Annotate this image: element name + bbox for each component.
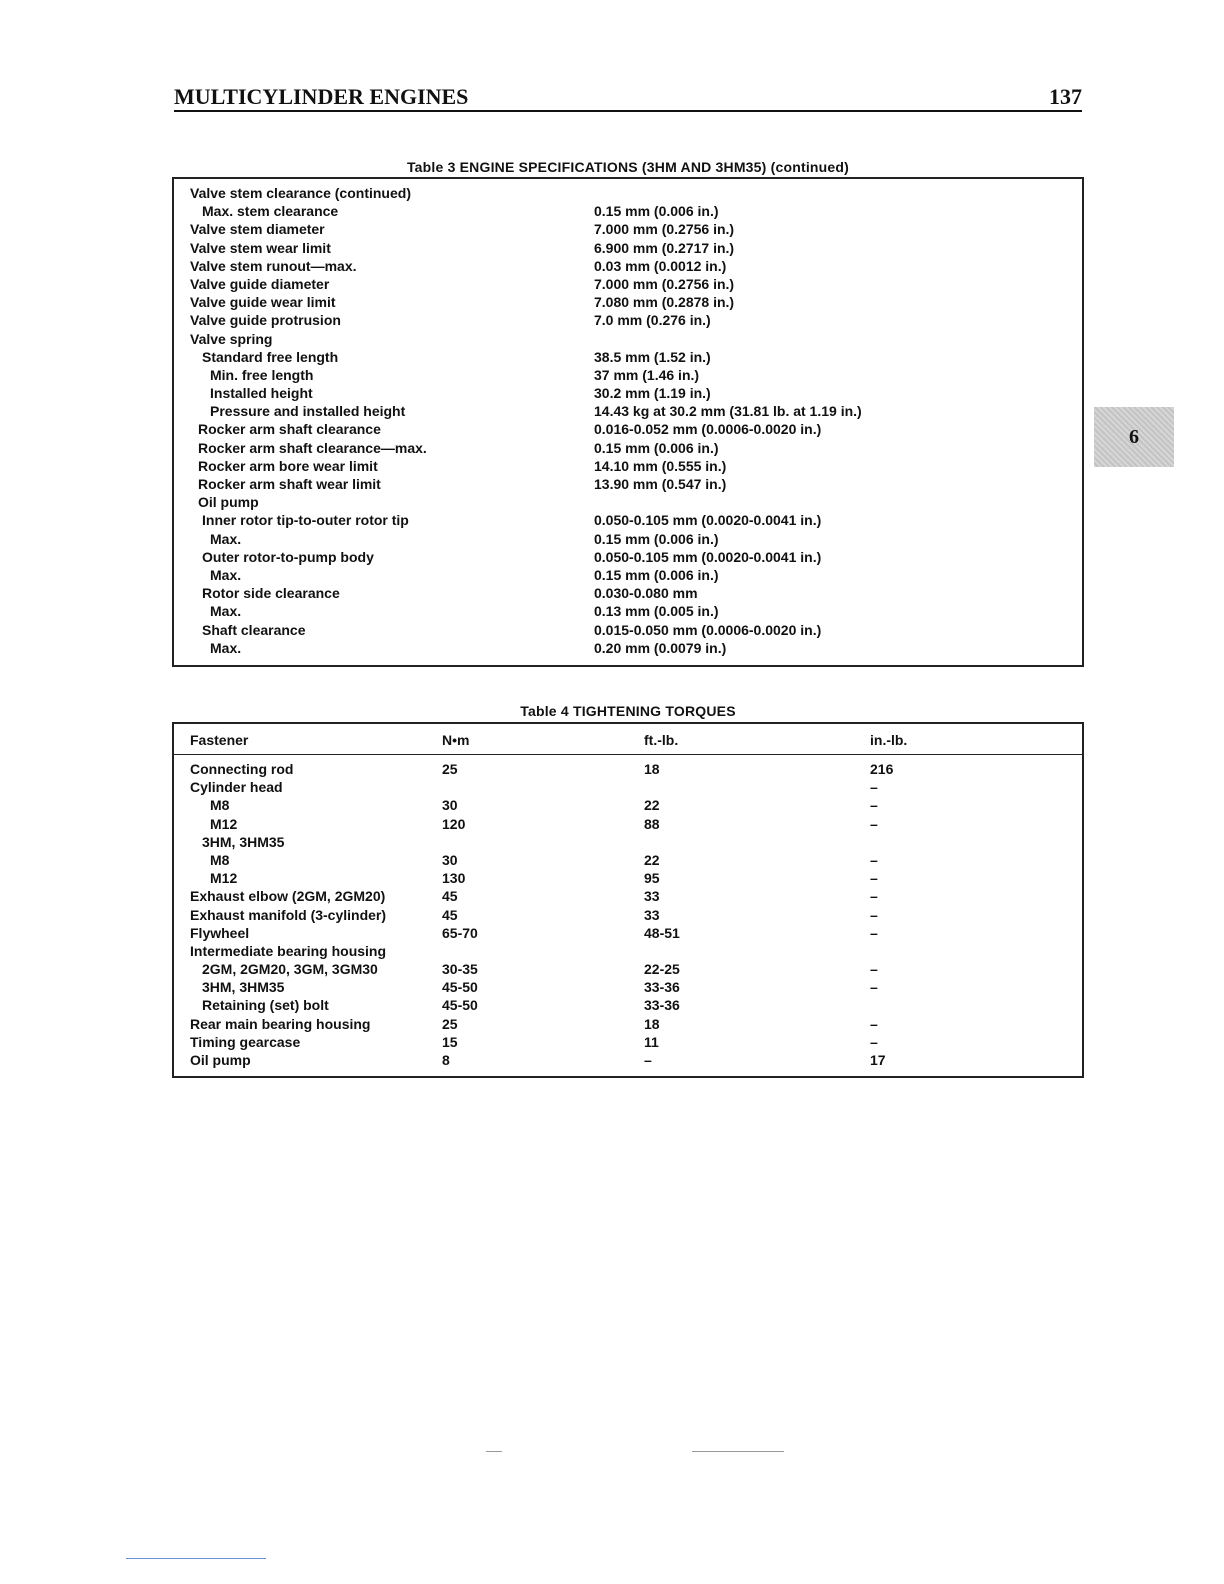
spec-value: 0.016-0.052 mm (0.0006-0.0020 in.): [594, 421, 822, 438]
inlb-cell: –: [870, 851, 878, 868]
table-row: [190, 220, 1070, 238]
inlb-cell: –: [870, 979, 878, 996]
table-row: [190, 530, 1070, 548]
spec-label: Max. stem clearance: [202, 203, 339, 220]
spec-label: Max.: [210, 566, 242, 583]
page-header: [174, 84, 1082, 112]
spec-value: 0.050-0.105 mm (0.0020-0.0041 in.): [594, 512, 822, 529]
chapter-tab: 6: [1094, 407, 1174, 467]
ftlb-cell: 11: [644, 1033, 659, 1050]
table-row: [190, 475, 1070, 493]
spec-value: 0.030-0.080 mm: [594, 585, 698, 602]
inlb-cell: 17: [870, 1052, 886, 1068]
table-row: [190, 584, 1070, 602]
fastener-cell: 3HM, 3HM35: [202, 833, 285, 850]
table-row: [174, 796, 1082, 814]
table3-caption: Table 3 ENGINE SPECIFICATIONS (3HM AND 3HM35) (continued): [406, 159, 850, 175]
table-row: [174, 978, 1082, 996]
fastener-cell: M8: [210, 797, 230, 814]
spec-value: 0.03 mm (0.0012 in.): [594, 257, 727, 274]
table-row: [174, 906, 1082, 924]
spec-value: 0.050-0.105 mm (0.0020-0.0041 in.): [594, 548, 822, 565]
ftlb-cell: 22-25: [644, 961, 680, 978]
ftlb-cell: 18: [644, 1015, 660, 1032]
nm-cell: 15: [442, 1033, 458, 1050]
table-row: [174, 869, 1082, 887]
table-row: [190, 330, 1070, 348]
spec-value: 30.2 mm (1.19 in.): [594, 385, 711, 402]
nm-cell: 130: [442, 870, 466, 887]
spec-label: Installed height: [210, 385, 313, 402]
table-row: [174, 851, 1082, 869]
spec-value: 37 mm (1.46 in.): [594, 366, 700, 383]
table-row: [174, 1015, 1082, 1033]
ftlb-cell: 88: [644, 815, 660, 832]
table4-tightening-torques: [172, 722, 1084, 1078]
spec-value: 6.900 mm (0.2717 in.): [594, 239, 735, 256]
spec-value: 0.13 mm (0.005 in.): [594, 603, 719, 620]
nm-cell: 65-70: [442, 924, 478, 941]
spec-label: Rocker arm bore wear limit: [198, 457, 378, 474]
nm-cell: 30: [442, 797, 458, 814]
spec-label: Standard free length: [202, 348, 339, 365]
inlb-cell: –: [870, 924, 878, 941]
inlb-cell: –: [870, 906, 878, 923]
ftlb-cell: 22: [644, 851, 660, 868]
inlb-cell: –: [870, 961, 878, 978]
spec-label: Min. free length: [210, 366, 314, 383]
fastener-cell: M12: [210, 815, 238, 832]
spec-value: 38.5 mm (1.52 in.): [594, 348, 711, 365]
fastener-cell: Exhaust manifold (3-cylinder): [190, 906, 387, 923]
spec-label: Valve guide wear limit: [190, 294, 336, 311]
table-row: [190, 366, 1070, 384]
table-row: [190, 420, 1070, 438]
spec-label: Max.: [210, 530, 242, 547]
table-row: [190, 202, 1070, 220]
nm-cell: 8: [442, 1052, 450, 1068]
fastener-cell: 3HM, 3HM35: [202, 979, 285, 996]
table3-engine-specifications: [172, 177, 1084, 667]
fastener-cell: M12: [210, 870, 238, 887]
spec-value: 0.20 mm (0.0079 in.): [594, 639, 727, 656]
fastener-cell: Intermediate bearing housing: [190, 942, 387, 959]
table3-rows: [190, 184, 1070, 657]
spec-value: 7.000 mm (0.2756 in.): [594, 275, 735, 292]
footer-rule: [126, 1558, 266, 1559]
table-row: [190, 275, 1070, 293]
spec-label: Outer rotor-to-pump body: [202, 548, 374, 565]
table-row: [174, 924, 1082, 942]
scan-artifact: [692, 1451, 784, 1452]
ftlb-cell: 18: [644, 761, 660, 777]
fastener-cell: Timing gearcase: [190, 1033, 301, 1050]
table-row: [174, 960, 1082, 978]
spec-label: Max.: [210, 603, 242, 620]
fastener-cell: Exhaust elbow (2GM, 2GM20): [190, 888, 386, 905]
table-row: [190, 457, 1070, 475]
spec-label: Valve stem runout—max.: [190, 257, 357, 274]
nm-cell: 120: [442, 815, 466, 832]
table4-caption: Table 4 TIGHTENING TORQUES: [520, 703, 736, 719]
table-row: [174, 833, 1082, 851]
spec-label: Valve stem wear limit: [190, 239, 331, 256]
column-header-nm: N•m: [442, 732, 470, 748]
table-row: [190, 293, 1070, 311]
inlb-cell: –: [870, 797, 878, 814]
table4-header-row: [174, 724, 1082, 755]
spec-value: 13.90 mm (0.547 in.): [594, 476, 727, 492]
inlb-cell: –: [870, 870, 878, 887]
column-header-inlb: in.-lb.: [870, 732, 908, 748]
fastener-cell: Cylinder head: [190, 779, 283, 796]
ftlb-cell: 48-51: [644, 924, 680, 941]
spec-label: Valve stem diameter: [190, 221, 325, 238]
spec-label: Oil pump: [198, 494, 259, 511]
ftlb-cell: 33: [644, 906, 660, 923]
spec-label: Shaft clearance: [202, 621, 306, 638]
table4-rows: [174, 760, 1082, 1069]
table-row: [174, 996, 1082, 1014]
table-row: [174, 1051, 1082, 1069]
column-header-ftlb: ft.-lb.: [644, 732, 679, 748]
table-row: [174, 760, 1082, 778]
table-row: [190, 184, 1070, 202]
spec-label: Inner rotor tip-to-outer rotor tip: [202, 512, 409, 529]
fastener-cell: M8: [210, 851, 230, 868]
table-row: [190, 621, 1070, 639]
spec-label: Rocker arm shaft wear limit: [198, 476, 381, 492]
spec-value: 0.15 mm (0.006 in.): [594, 203, 719, 220]
table-row: [190, 548, 1070, 566]
inlb-cell: –: [870, 1033, 878, 1050]
spec-label: Valve stem clearance (continued): [190, 185, 411, 201]
ftlb-cell: 33-36: [644, 979, 680, 996]
spec-label: Valve guide protrusion: [190, 312, 341, 329]
ftlb-cell: –: [644, 1052, 652, 1068]
nm-cell: 30-35: [442, 961, 478, 978]
table-row: [190, 566, 1070, 584]
spec-value: 0.015-0.050 mm (0.0006-0.0020 in.): [594, 621, 822, 638]
inlb-cell: –: [870, 779, 878, 796]
spec-label: Rocker arm shaft clearance: [198, 421, 381, 438]
table-row: [174, 778, 1082, 796]
table-row: [174, 1033, 1082, 1051]
inlb-cell: –: [870, 888, 878, 905]
table-row: [190, 493, 1070, 511]
spec-label: Max.: [210, 639, 242, 656]
table-row: [190, 439, 1070, 457]
table-row: [190, 257, 1070, 275]
spec-value: 0.15 mm (0.006 in.): [594, 566, 719, 583]
table-row: [174, 887, 1082, 905]
nm-cell: 45: [442, 906, 458, 923]
table-row: [190, 239, 1070, 257]
spec-label: Pressure and installed height: [210, 403, 406, 420]
table-row: [174, 942, 1082, 960]
ftlb-cell: 95: [644, 870, 660, 887]
table-row: [174, 815, 1082, 833]
fastener-cell: Flywheel: [190, 924, 250, 941]
fastener-cell: 2GM, 2GM20, 3GM, 3GM30: [202, 961, 378, 978]
inlb-cell: –: [870, 815, 878, 832]
table-row: [190, 602, 1070, 620]
fastener-cell: Connecting rod: [190, 761, 294, 777]
nm-cell: 45: [442, 888, 458, 905]
spec-label: Valve spring: [190, 330, 273, 347]
table-row: [190, 311, 1070, 329]
fastener-cell: Rear main bearing housing: [190, 1015, 371, 1032]
nm-cell: 45-50: [442, 997, 478, 1014]
table-row: [190, 402, 1070, 420]
spec-label: Rocker arm shaft clearance—max.: [198, 439, 427, 456]
spec-value: 0.15 mm (0.006 in.): [594, 530, 719, 547]
chapter-title: MULTICYLINDER ENGINES: [174, 84, 469, 109]
spec-value: 0.15 mm (0.006 in.): [594, 439, 719, 456]
spec-value: 14.10 mm (0.555 in.): [594, 457, 727, 474]
table-row: [190, 511, 1070, 529]
spec-value: 7.000 mm (0.2756 in.): [594, 221, 735, 238]
nm-cell: 30: [442, 851, 458, 868]
scan-artifact: [486, 1451, 502, 1452]
table-row: [190, 348, 1070, 366]
inlb-cell: –: [870, 1015, 878, 1032]
ftlb-cell: 33: [644, 888, 660, 905]
fastener-cell: Oil pump: [190, 1052, 251, 1068]
inlb-cell: 216: [870, 761, 894, 777]
nm-cell: 45-50: [442, 979, 478, 996]
spec-value: 7.0 mm (0.276 in.): [594, 312, 711, 329]
ftlb-cell: 22: [644, 797, 660, 814]
nm-cell: 25: [442, 1015, 458, 1032]
spec-value: 7.080 mm (0.2878 in.): [594, 294, 735, 311]
table-row: [190, 384, 1070, 402]
nm-cell: 25: [442, 761, 458, 777]
fastener-cell: Retaining (set) bolt: [202, 997, 329, 1014]
spec-label: Valve guide diameter: [190, 275, 330, 292]
column-header-fastener: Fastener: [190, 732, 249, 748]
ftlb-cell: 33-36: [644, 997, 680, 1014]
spec-label: Rotor side clearance: [202, 585, 340, 602]
spec-value: 14.43 kg at 30.2 mm (31.81 lb. at 1.19 in.): [594, 403, 862, 420]
page-number: 137: [1049, 84, 1082, 109]
table-row: [190, 639, 1070, 657]
